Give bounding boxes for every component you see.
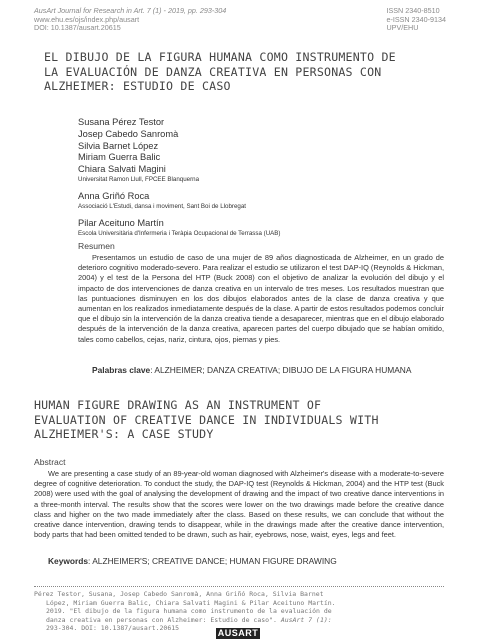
- title-english-line: EVALUATION OF CREATIVE DANCE IN INDIVIDUALS WITH: [34, 412, 379, 427]
- citation-block: [34, 590, 444, 633]
- author-name: Susana Pérez Testor: [78, 117, 165, 127]
- keywords: [48, 556, 337, 566]
- keywords-value: : ALZHEIMER'S; CREATIVE DANCE; HUMAN FIGURE DRAWING: [88, 556, 337, 566]
- resumen-text: Presentamos un estudio de caso de una mujer de 89 años diagnosticada de Alzheimer, en un grado de deterioro cognitivo moderado-severo. Para realizar el estudio se utilizaron el test DAP-IQ (Reynolds & Hickman, 2004) y el test de la Persona del HTP (Buck 2008) con el objetivo de analizar la evolución del dibujo y el impacto de dos intervenciones de danza creativa en un intervalo de tres meses. Los resultados muestran que las puntuaciones disminuyen en los dos dibujos elaborados antes de la clase de danza creativa y que aumentan en los realizados inmediatamente después de la clase. A partir de estos resultados podemos concluir que el dibujo sin la intervención de la danza creativa tiende a desaparecer, mientras que en el dibujo elaborado después de la intervención de la danza creativa, aparecen partes del cuerpo dibujado que se habían omitido, tales como cabellos, cejas, nariz, cintura, ojos, piernas y pies.: [78, 253, 444, 344]
- keywords-label: Keywords: [48, 556, 89, 566]
- citation-text: danza creativa en personas con Alzheimer: Estudio de caso".: [46, 615, 281, 624]
- keywords-value: : ALZHEIMER; DANZA CREATIVA; DIBUJO DE LA FIGURA HUMANA: [150, 365, 412, 375]
- author-name: Pilar Aceituno Martín: [78, 217, 164, 228]
- title-english: [34, 398, 434, 442]
- author-affiliation: Escola Universitària d'Infermeria i Teràpia Ocupacional de Terrassa (UAB): [78, 229, 281, 237]
- citation-line: 293-304. DOI: 10.1387/ausart.20615: [46, 624, 180, 633]
- author-name: Miriam Guerra Balic: [78, 152, 161, 163]
- ausart-logo: AUSART: [217, 628, 259, 638]
- citation-line: López, Miriam Guerra Balic, Chiara Salvati Magini & Pilar Aceituno Martín.: [46, 598, 336, 607]
- journal-header-left: [34, 7, 226, 33]
- journal-header-right: [386, 7, 446, 33]
- title-english-line: ALZHEIMER'S: A CASE STUDY: [34, 427, 214, 442]
- title-spanish: [44, 50, 444, 94]
- abstract-heading: Abstract: [34, 457, 66, 467]
- issn: ISSN 2340-8510: [386, 6, 440, 15]
- author-name: Josep Cabedo Sanromà: [78, 128, 179, 139]
- author-name: Chiara Salvati Magini: [78, 164, 166, 175]
- author-list: [78, 117, 458, 238]
- footer-divider: [34, 586, 444, 587]
- author-name: Silvia Barnet López: [78, 140, 159, 151]
- e-issn: e-ISSN 2340-9134: [386, 14, 446, 24]
- citation-line: 2019. "El dibujo de la figura humana como instrumento de la evaluación de: [46, 607, 332, 616]
- author-affiliation: Associació L'Estudi, dansa i moviment, Sant Boi de Llobregat: [78, 202, 246, 210]
- title-english-line: HUMAN FIGURE DRAWING AS AN INSTRUMENT OF: [34, 398, 322, 412]
- author-affiliation: Universitat Ramon Llull, FPCEE Blanquerna: [78, 175, 200, 183]
- title-spanish-line: EL DIBUJO DE LA FIGURA HUMANA COMO INSTRUMENTO DE: [44, 50, 396, 64]
- publisher: UPV/EHU: [386, 23, 419, 33]
- title-spanish-line: ALZHEIMER: ESTUDIO DE CASO: [44, 79, 231, 94]
- abstract-text: We are presenting a case study of an 89-year-old woman diagnosed with Alzheimer's disease with a moderate-to-severe degree of cognitive deterioration. To conduct the study, the DAP-IQ test (Reynolds & Hickman, 2004) and the HTP test (Buck 2008) were used with the goal of analysing the development of drawing and the impact of two creative dance interventions in a three-month interval. The results show that the scores were lower on the two drawings made before the creative dance class and higher on the two made immediately after the class. Based on these results, we can conclude that without the creative dance intervention, drawing tends to disappear, while in the drawings made after the creative dance intervention, body parts that had been omitted tended to be drawn, such as hair, eyebrows, nose, waist, eyes, legs and feet.: [34, 469, 444, 540]
- keywords-label: Palabras clave: [92, 365, 151, 375]
- citation-line: [34, 616, 444, 625]
- journal-doi: DOI: 10.1387/ausart.20615: [34, 23, 121, 33]
- citation-line: Pérez Testor, Susana, Josep Cabedo Sanromà, Anna Griñó Roca, Silvia Barnet: [34, 590, 324, 598]
- title-spanish-line: LA EVALUACIÓN DE DANZA CREATIVA EN PERSONAS CON: [44, 64, 382, 79]
- palabras-clave: [92, 365, 411, 375]
- author-name: Anna Griñó Roca: [78, 190, 150, 201]
- resumen-heading: Resumen: [78, 241, 115, 251]
- journal-citation-line: AusArt Journal for Research in Art. 7 (1) - 2019, pp. 293-304: [34, 6, 227, 15]
- citation-journal: AusArt 7 (1):: [280, 615, 332, 624]
- journal-url: www.ehu.es/ojs/index.php/ausart: [34, 14, 140, 24]
